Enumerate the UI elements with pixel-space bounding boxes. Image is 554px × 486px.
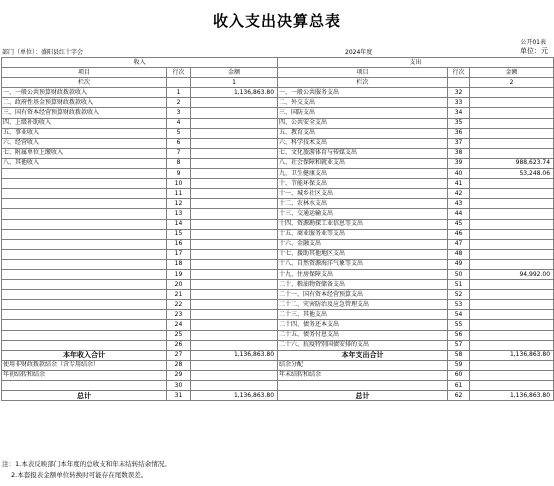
income-item-cell: 总计 bbox=[2, 391, 167, 401]
expense-item-cell: 五、教育支出 bbox=[278, 128, 448, 138]
expense-amount-cell bbox=[470, 370, 554, 380]
income-line-cell: 24 bbox=[167, 320, 191, 330]
expense-line-blank bbox=[448, 78, 470, 88]
expense-amount-cell: 53,248.06 bbox=[470, 169, 554, 179]
income-item-cell: 本年收入合计 bbox=[2, 350, 167, 360]
expense-amount-cell bbox=[470, 118, 554, 128]
expense-line-cell: 53 bbox=[448, 300, 470, 310]
expense-amount-cell bbox=[470, 381, 554, 391]
income-line-cell: 25 bbox=[167, 330, 191, 340]
expense-item-cell: 十九、住房保障支出 bbox=[278, 269, 448, 279]
expense-section-header: 支出 bbox=[278, 58, 554, 68]
income-line-cell: 10 bbox=[167, 179, 191, 189]
income-item-cell bbox=[2, 199, 167, 209]
income-line-cell: 20 bbox=[167, 280, 191, 290]
table-row bbox=[2, 229, 554, 239]
expense-line-cell: 58 bbox=[448, 350, 470, 360]
income-line-cell: 26 bbox=[167, 340, 191, 350]
fiscal-year: 2024年度 bbox=[345, 49, 373, 56]
income-amount-cell bbox=[191, 108, 278, 118]
income-column-label: 栏次 bbox=[2, 78, 167, 88]
income-item-cell bbox=[2, 179, 167, 189]
income-line-cell: 1 bbox=[167, 88, 191, 98]
table-row bbox=[2, 138, 554, 148]
table-row bbox=[2, 259, 554, 269]
expense-item-cell: 结余分配 bbox=[278, 360, 448, 370]
income-item-cell bbox=[2, 219, 167, 229]
expense-line-cell: 50 bbox=[448, 269, 470, 279]
income-amount-cell bbox=[191, 259, 278, 269]
expense-amount-cell bbox=[470, 189, 554, 199]
income-line-cell: 4 bbox=[167, 118, 191, 128]
table-row bbox=[2, 330, 554, 340]
income-item-cell bbox=[2, 239, 167, 249]
income-amount-cell bbox=[191, 138, 278, 148]
expense-item-cell: 二十四、债务还本支出 bbox=[278, 320, 448, 330]
expense-amount-cell bbox=[470, 330, 554, 340]
income-line-cell: 31 bbox=[167, 391, 191, 401]
income-amount-cell bbox=[191, 310, 278, 320]
expense-amount-cell bbox=[470, 340, 554, 350]
expense-amount-cell bbox=[470, 290, 554, 300]
expense-amount-cell bbox=[470, 88, 554, 98]
expense-amount-cell bbox=[470, 320, 554, 330]
income-amount-cell bbox=[191, 98, 278, 108]
income-amount-cell: 1,136,863.80 bbox=[191, 350, 278, 360]
currency-unit: 单位：元 bbox=[520, 47, 548, 55]
footnote-1: 注：1.本表反映部门本年度的总收支和年末结转结余情况。 bbox=[2, 460, 171, 468]
total-row bbox=[2, 360, 554, 370]
expense-item-cell: 一、一般公共服务支出 bbox=[278, 88, 448, 98]
income-line-cell: 8 bbox=[167, 158, 191, 168]
income-line-cell: 13 bbox=[167, 209, 191, 219]
budget-table bbox=[1, 57, 554, 401]
expense-amount-header: 金额 bbox=[470, 68, 554, 78]
income-line-cell: 18 bbox=[167, 259, 191, 269]
income-item-cell bbox=[2, 189, 167, 199]
income-line-cell: 6 bbox=[167, 138, 191, 148]
income-item-cell: 使用非财政拨款结余（含专用结余） bbox=[2, 360, 167, 370]
income-amount-cell bbox=[191, 269, 278, 279]
expense-line-cell: 60 bbox=[448, 370, 470, 380]
expense-line-cell: 52 bbox=[448, 290, 470, 300]
expense-item-cell: 三、国防支出 bbox=[278, 108, 448, 118]
income-item-cell: 二、政府性基金预算财政拨款收入 bbox=[2, 98, 167, 108]
income-item-cell bbox=[2, 310, 167, 320]
expense-amount-cell: 94,992.00 bbox=[470, 269, 554, 279]
income-line-cell: 12 bbox=[167, 199, 191, 209]
expense-item-cell: 本年支出合计 bbox=[278, 350, 448, 360]
income-item-cell bbox=[2, 249, 167, 259]
income-line-cell: 11 bbox=[167, 189, 191, 199]
expense-line-cell: 34 bbox=[448, 108, 470, 118]
column-header-row bbox=[2, 68, 554, 78]
income-amount-cell bbox=[191, 219, 278, 229]
expense-amount-cell bbox=[470, 219, 554, 229]
expense-amount-cell bbox=[470, 108, 554, 118]
expense-item-cell: 十三、交通运输支出 bbox=[278, 209, 448, 219]
expense-amount-cell bbox=[470, 138, 554, 148]
income-amount-cell bbox=[191, 148, 278, 158]
income-line-cell: 21 bbox=[167, 290, 191, 300]
expense-amount-cell bbox=[470, 179, 554, 189]
income-item-cell bbox=[2, 280, 167, 290]
table-row bbox=[2, 269, 554, 279]
income-item-cell bbox=[2, 209, 167, 219]
income-line-blank bbox=[167, 78, 191, 88]
income-amount-cell bbox=[191, 229, 278, 239]
income-line-cell: 23 bbox=[167, 310, 191, 320]
total-row bbox=[2, 350, 554, 360]
expense-item-cell: 十二、农林水支出 bbox=[278, 199, 448, 209]
income-item-cell bbox=[2, 320, 167, 330]
income-amount-cell bbox=[191, 340, 278, 350]
income-amount-cell bbox=[191, 239, 278, 249]
expense-line-cell: 32 bbox=[448, 88, 470, 98]
expense-line-cell: 38 bbox=[448, 148, 470, 158]
income-amount-cell bbox=[191, 118, 278, 128]
table-row bbox=[2, 249, 554, 259]
expense-item-cell: 八、社会保障和就业支出 bbox=[278, 158, 448, 168]
income-line-cell: 16 bbox=[167, 239, 191, 249]
expense-item-cell: 四、公共安全支出 bbox=[278, 118, 448, 128]
expense-amount-cell bbox=[470, 259, 554, 269]
expense-amount-cell bbox=[470, 128, 554, 138]
footnotes bbox=[2, 459, 171, 481]
expense-item-cell: 二十二、灾害防治及应急管理支出 bbox=[278, 300, 448, 310]
expense-amount-cell bbox=[470, 280, 554, 290]
income-amount-header: 金额 bbox=[191, 68, 278, 78]
expense-line-cell: 49 bbox=[448, 259, 470, 269]
expense-line-cell: 46 bbox=[448, 229, 470, 239]
income-amount-cell bbox=[191, 360, 278, 370]
income-line-cell: 29 bbox=[167, 370, 191, 380]
income-line-cell: 2 bbox=[167, 98, 191, 108]
income-amount-cell bbox=[191, 300, 278, 310]
income-amount-cell bbox=[191, 209, 278, 219]
income-amount-cell bbox=[191, 158, 278, 168]
expense-item-cell: 二、外交支出 bbox=[278, 98, 448, 108]
expense-line-cell: 56 bbox=[448, 330, 470, 340]
income-item-cell: 六、经营收入 bbox=[2, 138, 167, 148]
expense-amount-cell bbox=[470, 209, 554, 219]
table-row bbox=[2, 310, 554, 320]
income-line-cell: 28 bbox=[167, 360, 191, 370]
expense-column-label: 栏次 bbox=[278, 78, 448, 88]
income-item-cell bbox=[2, 340, 167, 350]
income-amount-cell: 1,136,863.80 bbox=[191, 88, 278, 98]
income-item-cell bbox=[2, 290, 167, 300]
expense-item-cell: 十六、金融支出 bbox=[278, 239, 448, 249]
expense-line-cell: 39 bbox=[448, 158, 470, 168]
expense-line-cell: 57 bbox=[448, 340, 470, 350]
expense-item-cell: 二十、粮油物资储备支出 bbox=[278, 280, 448, 290]
income-item-cell: 年初结转和结余 bbox=[2, 370, 167, 380]
expense-item-cell: 十、节能环保支出 bbox=[278, 179, 448, 189]
income-line-cell: 5 bbox=[167, 128, 191, 138]
table-row bbox=[2, 98, 554, 108]
department-label: 部门（单位）：盛阳县红十字会 bbox=[2, 49, 84, 56]
expense-line-cell: 44 bbox=[448, 209, 470, 219]
income-item-cell bbox=[2, 381, 167, 391]
table-row bbox=[2, 108, 554, 118]
income-amount-cell bbox=[191, 169, 278, 179]
income-item-cell bbox=[2, 300, 167, 310]
income-section-header: 收入 bbox=[2, 58, 278, 68]
expense-item-cell: 二十三、其他支出 bbox=[278, 310, 448, 320]
expense-line-header: 行次 bbox=[448, 68, 470, 78]
expense-line-cell: 47 bbox=[448, 239, 470, 249]
expense-amount-cell bbox=[470, 239, 554, 249]
income-amount-cell bbox=[191, 370, 278, 380]
table-row bbox=[2, 290, 554, 300]
income-item-cell: 四、上级补助收入 bbox=[2, 118, 167, 128]
expense-line-cell: 45 bbox=[448, 219, 470, 229]
total-row bbox=[2, 391, 554, 401]
income-item-header: 项目 bbox=[2, 68, 167, 78]
table-row bbox=[2, 128, 554, 138]
expense-item-cell: 十四、资源勘探工业信息等支出 bbox=[278, 219, 448, 229]
table-row bbox=[2, 169, 554, 179]
expense-item-cell: 十一、城乡社区支出 bbox=[278, 189, 448, 199]
income-line-cell: 30 bbox=[167, 381, 191, 391]
income-line-cell: 3 bbox=[167, 108, 191, 118]
expense-line-cell: 35 bbox=[448, 118, 470, 128]
expense-amount-cell bbox=[470, 249, 554, 259]
expense-item-cell: 十八、自然资源海洋气象等支出 bbox=[278, 259, 448, 269]
income-item-cell: 七、附属单位上缴收入 bbox=[2, 148, 167, 158]
income-item-cell bbox=[2, 259, 167, 269]
expense-amount-cell bbox=[470, 229, 554, 239]
income-column-number: 1 bbox=[191, 78, 278, 88]
expense-line-cell: 62 bbox=[448, 391, 470, 401]
income-item-cell: 八、其他收入 bbox=[2, 158, 167, 168]
table-row bbox=[2, 199, 554, 209]
table-row bbox=[2, 280, 554, 290]
expense-line-cell: 48 bbox=[448, 249, 470, 259]
report-meta bbox=[2, 46, 552, 56]
table-row bbox=[2, 340, 554, 350]
income-item-cell bbox=[2, 330, 167, 340]
table-row bbox=[2, 219, 554, 229]
expense-line-cell: 40 bbox=[448, 169, 470, 179]
expense-amount-cell bbox=[470, 148, 554, 158]
income-amount-cell bbox=[191, 330, 278, 340]
income-amount-cell bbox=[191, 320, 278, 330]
income-line-cell: 22 bbox=[167, 300, 191, 310]
expense-item-cell: 二十一、国有资本经营预算支出 bbox=[278, 290, 448, 300]
expense-column-number: 2 bbox=[470, 78, 554, 88]
expense-item-header: 项目 bbox=[278, 68, 448, 78]
income-item-cell bbox=[2, 229, 167, 239]
expense-amount-cell: 1,136,863.80 bbox=[470, 391, 554, 401]
income-amount-cell bbox=[191, 290, 278, 300]
expense-line-cell: 59 bbox=[448, 360, 470, 370]
table-row bbox=[2, 118, 554, 128]
expense-line-cell: 61 bbox=[448, 381, 470, 391]
table-row bbox=[2, 209, 554, 219]
income-amount-cell bbox=[191, 381, 278, 391]
income-amount-cell bbox=[191, 199, 278, 209]
expense-line-cell: 43 bbox=[448, 199, 470, 209]
income-item-cell bbox=[2, 169, 167, 179]
expense-line-cell: 55 bbox=[448, 320, 470, 330]
income-line-cell: 27 bbox=[167, 350, 191, 360]
expense-line-cell: 36 bbox=[448, 128, 470, 138]
table-row bbox=[2, 179, 554, 189]
footnote-2: 2.本套报表金额单位转换时可能存在尾数误差。 bbox=[11, 471, 148, 479]
income-line-cell: 14 bbox=[167, 219, 191, 229]
table-row bbox=[2, 158, 554, 168]
income-amount-cell: 1,136,863.80 bbox=[191, 391, 278, 401]
expense-amount-cell bbox=[470, 199, 554, 209]
expense-item-cell: 总计 bbox=[278, 391, 448, 401]
table-row bbox=[2, 300, 554, 310]
income-item-cell: 五、事业收入 bbox=[2, 128, 167, 138]
income-line-cell: 7 bbox=[167, 148, 191, 158]
total-row bbox=[2, 381, 554, 391]
table-row bbox=[2, 320, 554, 330]
expense-line-cell: 37 bbox=[448, 138, 470, 148]
expense-line-cell: 33 bbox=[448, 98, 470, 108]
income-line-cell: 19 bbox=[167, 269, 191, 279]
expense-line-cell: 51 bbox=[448, 280, 470, 290]
income-amount-cell bbox=[191, 189, 278, 199]
expense-item-cell: 六、科学技术支出 bbox=[278, 138, 448, 148]
income-amount-cell bbox=[191, 179, 278, 189]
expense-line-cell: 41 bbox=[448, 179, 470, 189]
expense-amount-cell: 1,136,863.80 bbox=[470, 350, 554, 360]
expense-amount-cell bbox=[470, 300, 554, 310]
table-row bbox=[2, 88, 554, 98]
expense-amount-cell bbox=[470, 360, 554, 370]
expense-item-cell bbox=[278, 381, 448, 391]
expense-item-cell: 七、文化旅游体育与传媒支出 bbox=[278, 148, 448, 158]
table-row bbox=[2, 189, 554, 199]
expense-item-cell: 九、卫生健康支出 bbox=[278, 169, 448, 179]
income-line-cell: 17 bbox=[167, 249, 191, 259]
income-line-cell: 15 bbox=[167, 229, 191, 239]
table-row bbox=[2, 148, 554, 158]
income-amount-cell bbox=[191, 128, 278, 138]
income-line-cell: 9 bbox=[167, 169, 191, 179]
expense-amount-cell: 988,623.74 bbox=[470, 158, 554, 168]
report-title: 收入支出决算总表 bbox=[212, 12, 341, 30]
expense-item-cell: 年末结转和结余 bbox=[278, 370, 448, 380]
expense-item-cell: 二十五、债务付息支出 bbox=[278, 330, 448, 340]
income-item-cell: 一、一般公共预算财政拨款收入 bbox=[2, 88, 167, 98]
expense-amount-cell bbox=[470, 98, 554, 108]
income-line-header: 行次 bbox=[167, 68, 191, 78]
income-amount-cell bbox=[191, 280, 278, 290]
total-row bbox=[2, 370, 554, 380]
income-item-cell: 三、国有资本经营预算财政拨款收入 bbox=[2, 108, 167, 118]
income-item-cell bbox=[2, 269, 167, 279]
table-row bbox=[2, 239, 554, 249]
expense-line-cell: 54 bbox=[448, 310, 470, 320]
expense-line-cell: 42 bbox=[448, 189, 470, 199]
form-code: 公开01表 bbox=[520, 39, 546, 46]
expense-item-cell: 十五、商业服务业等支出 bbox=[278, 229, 448, 239]
section-header-row bbox=[2, 58, 554, 68]
expense-item-cell: 十七、援助其他地区支出 bbox=[278, 249, 448, 259]
income-amount-cell bbox=[191, 249, 278, 259]
expense-item-cell: 二十六、抗疫特别国债安排的支出 bbox=[278, 340, 448, 350]
column-index-row bbox=[2, 78, 554, 88]
expense-amount-cell bbox=[470, 310, 554, 320]
